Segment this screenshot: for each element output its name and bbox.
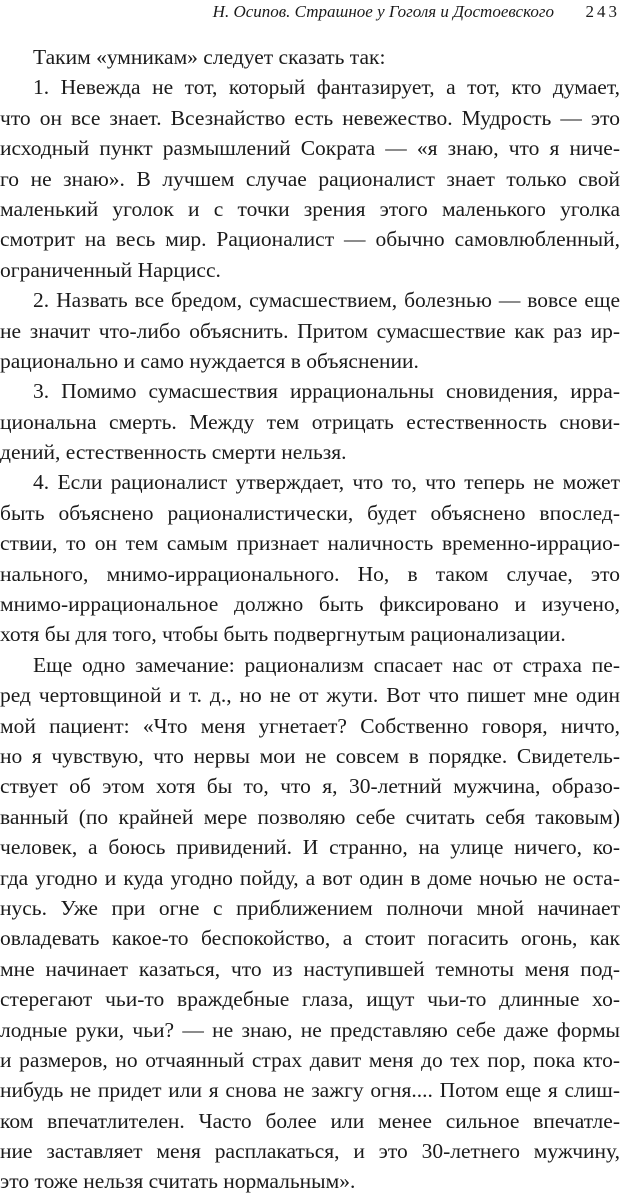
text-line: быть объяснено рационалистически, будет объяснено впослед- (0, 498, 620, 528)
text-line: хотя бы для того, чтобы быть подвергнутым рационализации. (0, 619, 620, 649)
text-line: Еще одно замечание: рационализм спасает нас от страха пе- (0, 650, 620, 680)
text-line: мне начинает казаться, что из наступившей темноты меня под- (0, 954, 620, 984)
body-text (0, 42, 620, 1197)
text-line: 4. Если рационалист утверждает, что то, что теперь не может (0, 467, 620, 497)
text-line: ствует об этом хотя бы то, что я, 30-летний мужчина, образо- (0, 771, 620, 801)
text-line: нусь. Уже при огне с приближением полночи мной начинает (0, 893, 620, 923)
text-line: смотрит на весь мир. Рационалист — обычно самовлюбленный, (0, 224, 620, 254)
text-line: 3. Помимо сумасшествия иррациональны сновидения, ирра- (0, 376, 620, 406)
text-line: это тоже нельзя считать нормальным». (0, 1166, 620, 1196)
text-line: маленький уголок и с точки зрения этого маленького уголка (0, 194, 620, 224)
text-line: циональна смерть. Между тем отрицать естественность снови- (0, 407, 620, 437)
text-line: дений, естественность смерти нельзя. (0, 437, 620, 467)
text-line: Таким «умникам» следует сказать так: (0, 42, 620, 72)
text-line: 2. Назвать все бредом, сумасшествием, болезнью — вовсе еще (0, 285, 620, 315)
text-line: ванный (по крайней мере позволяю себе считать себя таковым) (0, 802, 620, 832)
text-line: ние заставляет меня расплакаться, и это 30-летнего мужчину, (0, 1136, 620, 1166)
text-line: стерегают чьи-то враждебные глаза, ищут чьи-то длинные хо- (0, 984, 620, 1014)
text-line: ствии, то он тем самым признает наличность временно-иррацио- (0, 528, 620, 558)
text-line: мнимо-иррациональное должно быть фиксировано и изучено, (0, 589, 620, 619)
text-line: исходный пункт размышлений Сократа — «я знаю, что я ниче- (0, 133, 620, 163)
text-line: рационально и само нуждается в объяснении. (0, 346, 620, 376)
text-line: человек, а боюсь привидений. И странно, на улице ничего, ко- (0, 832, 620, 862)
text-line: 1. Невежда не тот, который фантазирует, а тот, кто думает, (0, 72, 620, 102)
text-line: овладевать какое-то беспокойство, а стоит погасить огонь, как (0, 923, 620, 953)
running-header (0, 0, 620, 24)
text-line: нибудь не придет или я снова не зажгу огня.... Потом еще я слиш- (0, 1075, 620, 1105)
text-line: ред чертовщиной и т. д., но не от жути. Вот что пишет мне один (0, 680, 620, 710)
text-line: и размеров, но отчаянный страх давит меня до тех пор, пока кто- (0, 1045, 620, 1075)
text-line: что он все знает. Всезнайство есть невежество. Мудрость — это (0, 103, 620, 133)
text-line: но я чувствую, что нервы мои не совсем в порядке. Свидетель- (0, 741, 620, 771)
running-title: Н. Осипов. Страшное у Гоголя и Достоевского (213, 0, 554, 24)
page-number: 243 (586, 0, 620, 24)
text-line: гда угодно и куда угодно пойду, а вот один в доме ночью не оста- (0, 863, 620, 893)
text-line: не значит что-либо объяснить. Притом сумасшествие как раз ир- (0, 316, 620, 346)
text-line: ком впечатлителен. Часто более или менее сильное впечатле- (0, 1106, 620, 1136)
text-line: го не знаю». В лучшем случае рационалист знает только свой (0, 164, 620, 194)
text-line: ограниченный Нарцисс. (0, 255, 620, 285)
text-line: лодные руки, чьи? — не знаю, не представляю себе даже формы (0, 1015, 620, 1045)
text-line: нального, мнимо-иррационального. Но, в таком случае, это (0, 559, 620, 589)
text-line: мой пациент: «Что меня угнетает? Собственно говоря, ничто, (0, 711, 620, 741)
